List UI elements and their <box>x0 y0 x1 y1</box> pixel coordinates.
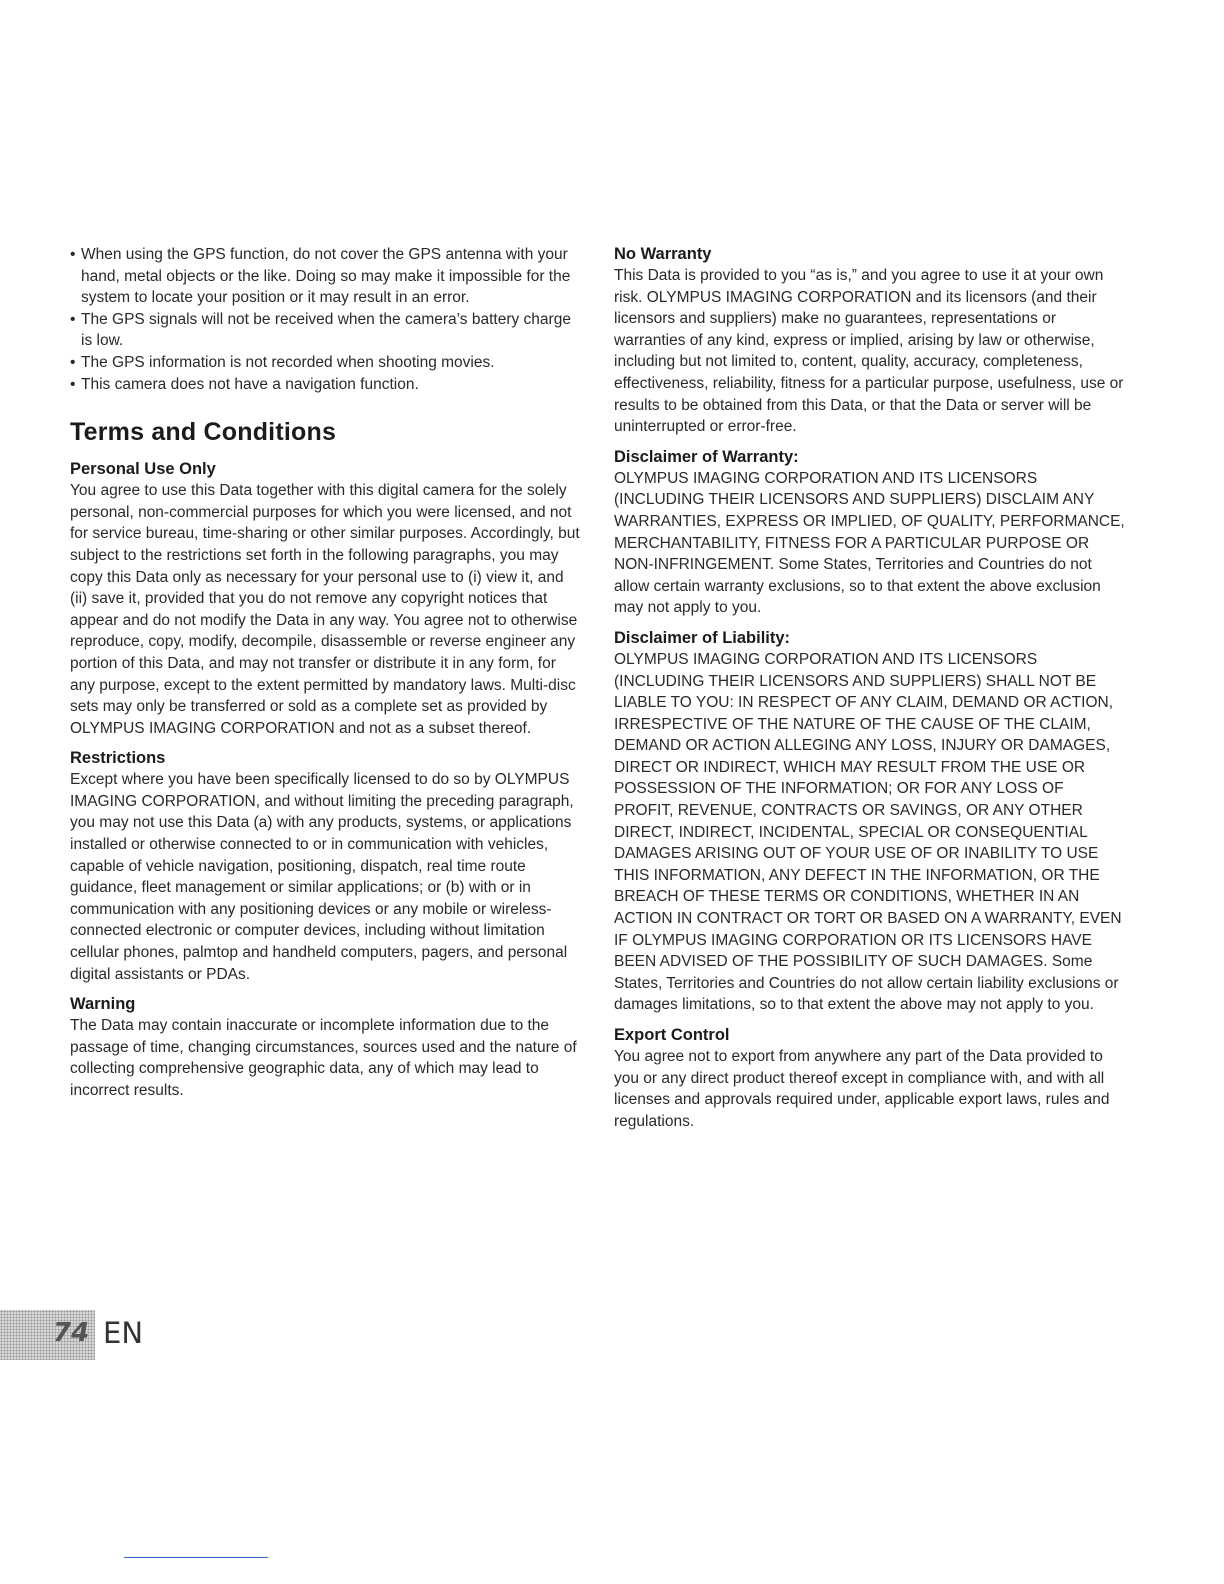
section-body-disclaimer-warranty: OLYMPUS IMAGING CORPORATION AND ITS LICENSORS (INCLUDING THEIR LICENSORS AND SUPPLIERS) DISCLAIM ANY WARRANTIES, EXPRESS OR IMPLIED, OF QUALITY, PERFORMANCE, MERCHANTABILITY, FITNESS FOR A PARTICULAR PURPOSE OR NON-INFRINGEMENT. Some States, Territories and Countries do not allow certain warranty exclusions, so to that extent the above exclusion may not apply to you. <box>614 469 1125 617</box>
section-body-restrictions: Except where you have been specifically licensed to do so by OLYMPUS IMAGING CORPORATION, and without limiting the preceding paragraph, you may not use this Data (a) with any products, systems, or applications installed or otherwise connected to or in communication with vehicles, capable of vehicle navigation, positioning, dispatch, real time route guidance, fleet management or similar applications; or (b) with or in communication with any positioning devices or any mobile or wireless-connected electronic or computer devices, including without limitation cellular phones, palmtop and handheld computers, pagers, and personal digital assistants or PDAs. <box>70 771 574 983</box>
bottom-rule <box>124 1557 268 1558</box>
left-column <box>70 244 582 1111</box>
section-body-disclaimer-liability: OLYMPUS IMAGING CORPORATION AND ITS LICENSORS (INCLUDING THEIR LICENSORS AND SUPPLIERS) SHALL NOT BE LIABLE TO YOU: IN RESPECT OF ANY CLAIM, DEMAND OR ACTION, IRRESPECTIVE OF THE NATURE OF THE CAUSE OF THE CLAIM, DEMAND OR ACTION ALLEGING ANY LOSS, INJURY OR DAMAGES, DIRECT OR INDIRECT, WHICH MAY RESULT FROM THE USE OR POSSESSION OF THE INFORMATION; OR FOR ANY LOSS OF PROFIT, REVENUE, CONTRACTS OR SAVINGS, OR ANY OTHER DIRECT, INDIRECT, INCIDENTAL, SPECIAL OR CONSEQUENTIAL DAMAGES ARISING OUT OF YOUR USE OF OR INABILITY TO USE THIS INFORMATION, ANY DEFECT IN THE INFORMATION, OR THE BREACH OF THESE TERMS OR CONDITIONS, WHETHER IN AN ACTION IN CONTRACT OR TORT OR BASED ON A WARRANTY, EVEN IF OLYMPUS IMAGING CORPORATION OR ITS LICENSORS HAVE BEEN ADVISED OF THE POSSIBILITY OF SUCH DAMAGES. Some States, Territories and Countries do not allow certain liability exclusions or damages limitations, so to that extent the above may not apply to you. <box>614 650 1122 1014</box>
page-title: Terms and Conditions <box>70 418 337 447</box>
list-item: • This camera does not have a navigation function. <box>70 374 582 396</box>
right-column <box>614 244 1126 1141</box>
page-number: 74 <box>53 1318 90 1348</box>
page-footer <box>0 1310 200 1360</box>
section-heading-personal-use: Personal Use Only <box>70 460 216 479</box>
section-heading-warning: Warning <box>70 995 136 1014</box>
section-heading-export-control: Export Control <box>614 1026 730 1044</box>
section-body-no-warranty: This Data is provided to you “as is,” and you agree to use it at your own risk. OLYMPUS IMAGING CORPORATION and its licensors (and their licensors and suppliers) make no guarantees, representations or warranties of any kind, express or implied, arising by law or otherwise, including but not limited to, content, quality, accuracy, completeness, effectiveness, reliability, fitness for a particular purpose, usefulness, use or results to be obtained from this Data, or that the Data or server will be uninterrupted or error-free. <box>614 267 1124 436</box>
section-body-warning: The Data may contain inaccurate or incomplete information due to the passage of time, changing circumstances, sources used and the nature of collecting comprehensive geographic data, any of which may lead to incorrect results. <box>70 1017 577 1099</box>
section-heading-disclaimer-warranty: Disclaimer of Warranty: <box>614 447 799 466</box>
list-item: • The GPS information is not recorded when shooting movies. <box>70 352 582 374</box>
list-item: • When using the GPS function, do not cover the GPS antenna with your hand, metal objects or the like. Doing so may make it impossible for the system to locate your position or it may result in an error. <box>70 244 582 309</box>
section-heading-no-warranty: No Warranty <box>614 245 712 263</box>
section-heading-restrictions: Restrictions <box>70 749 166 768</box>
list-item: • The GPS signals will not be received when the camera’s battery charge is low. <box>70 309 582 352</box>
section-body-export-control: You agree not to export from anywhere any part of the Data provided to you or any direct product thereof except in compliance with, and with all licenses and approvals required under, applicable export laws, rules and regulations. <box>614 1048 1110 1130</box>
section-body-personal-use: You agree to use this Data together with this digital camera for the solely personal, non-commercial purposes for which you were licensed, and not for service bureau, time-sharing or other similar purposes. Accordingly, but subject to the restrictions set forth in the following paragraphs, you may copy this Data only as necessary for your personal use to (i) view it, and (ii) save it, provided that you do not remove any copyright notices that appear and do not modify the Data in any way. You agree not to otherwise reproduce, copy, modify, decompile, disassemble or reverse engineer any portion of this Data, and may not transfer or distribute it in any form, for any purpose, except to the extent permitted by mandatory laws. Multi-disc sets may only be transferred or sold as a complete set as provided by OLYMPUS IMAGING CORPORATION and not as a subset thereof. <box>70 482 580 737</box>
language-code: EN <box>103 1316 144 1350</box>
gps-notes-list <box>70 244 582 395</box>
section-heading-disclaimer-liability: Disclaimer of Liability: <box>614 628 791 647</box>
